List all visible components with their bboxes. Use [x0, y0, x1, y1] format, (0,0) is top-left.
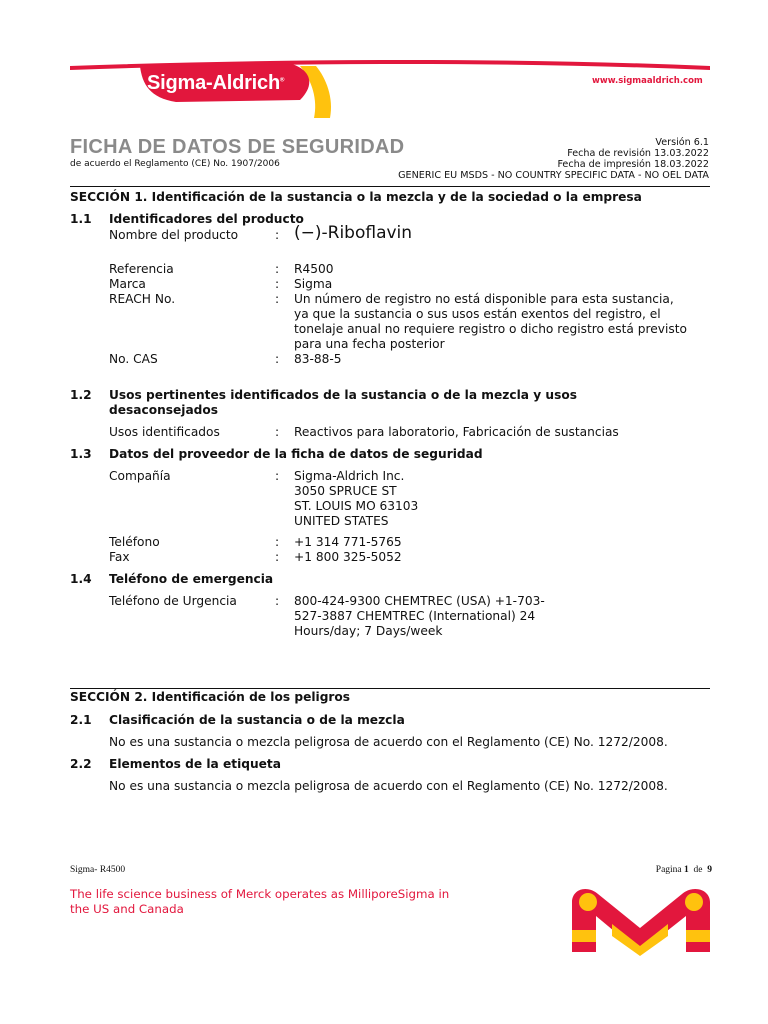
- text-line: ST. LOUIS MO 63103: [294, 499, 419, 513]
- merck-notice: [70, 887, 470, 917]
- text-line: UNITED STATES: [294, 514, 389, 528]
- field-label: Marca: [109, 277, 146, 291]
- field-value: +1 314 771-5765: [294, 535, 402, 549]
- colon: :: [275, 535, 280, 549]
- section-number: 1.2: [70, 388, 92, 402]
- page-subtitle: de acuerdo el Reglamento (CE) No. 1907/2006: [70, 159, 280, 169]
- emergency-phone: [294, 594, 545, 639]
- version-text: Versión 6.1: [655, 137, 709, 148]
- brand-logo-text: Sigma-Aldrich®: [147, 72, 285, 94]
- section-number: 2.2: [70, 757, 92, 771]
- colon: :: [275, 352, 280, 366]
- generic-note: GENERIC EU MSDS - NO COUNTRY SPECIFIC DATA - NO OEL DATA: [398, 170, 709, 181]
- logo-yellow-band: [572, 930, 596, 942]
- revision-date: Fecha de revisión 13.03.2022: [567, 148, 709, 159]
- field-value: R4500: [294, 262, 334, 276]
- section-1-heading: SECCIÓN 1. Identificación de la sustancia o la mezcla y de la sociedad o la empresa: [70, 190, 642, 204]
- subsection-title: Identificadores del producto: [109, 212, 304, 226]
- website-url[interactable]: www.sigmaaldrich.com: [592, 76, 703, 86]
- text-line: para una fecha posterior: [294, 337, 445, 351]
- page-total: 9: [707, 865, 712, 875]
- text-line: Usos pertinentes identificados de la sustancia o de la mezcla y usos: [109, 388, 577, 402]
- field-label: Compañía: [109, 469, 171, 483]
- text-line: 800-424-9300 CHEMTREC (USA) +1-703-: [294, 594, 545, 608]
- subsection-title: Teléfono de emergencia: [109, 572, 274, 586]
- colon: :: [275, 425, 280, 439]
- text-line: tonelaje anual no requiere registro o dicho registro está previsto: [294, 322, 687, 336]
- header-banner: [0, 0, 768, 125]
- text-line: Un número de registro no está disponible para esta sustancia,: [294, 292, 674, 306]
- page-word: Pagina: [655, 865, 682, 875]
- field-label: REACH No.: [109, 292, 176, 306]
- text-line: the US and Canada: [70, 902, 184, 916]
- subsection-title: Elementos de la etiqueta: [109, 757, 281, 771]
- product-name: (−)-Riboflavin: [294, 223, 413, 243]
- page-title: FICHA DE DATOS DE SEGURIDAD: [70, 136, 405, 158]
- colon: :: [275, 228, 280, 242]
- field-label: No. CAS: [109, 352, 158, 366]
- paragraph: No es una sustancia o mezcla peligrosa de acuerdo con el Reglamento (CE) No. 1272/2008.: [109, 779, 668, 793]
- of-word: de: [693, 865, 703, 875]
- text-line: The life science business of Merck operates as MilliporeSigma in: [70, 887, 450, 901]
- footer-product: Sigma- R4500: [70, 865, 126, 875]
- page-indicator: [656, 865, 712, 875]
- text-line: 3050 SPRUCE ST: [294, 484, 397, 498]
- text-line: desaconsejados: [109, 403, 219, 417]
- text-line: 527-3887 CHEMTREC (International) 24: [294, 609, 536, 623]
- field-value: Reactivos para laboratorio, Fabricación de sustancias: [294, 425, 619, 439]
- section-number: 2.1: [70, 713, 92, 727]
- section-number: 1.4: [70, 572, 92, 586]
- field-value: +1 800 325-5052: [294, 550, 402, 564]
- divider: [70, 186, 710, 187]
- text-line: Hours/day; 7 Days/week: [294, 624, 443, 638]
- merck-logo: [568, 884, 714, 956]
- colon: :: [275, 550, 280, 564]
- colon: :: [275, 292, 280, 306]
- colon: :: [275, 469, 280, 483]
- field-label: Teléfono: [109, 535, 160, 549]
- paragraph: No es una sustancia o mezcla peligrosa de acuerdo con el Reglamento (CE) No. 1272/2008.: [109, 735, 668, 749]
- logo-yellow-band: [686, 930, 710, 942]
- subsection-title: Clasificación de la sustancia o de la mezcla: [109, 713, 405, 727]
- field-value: 83-88-5: [294, 352, 342, 366]
- text-line: ya que la sustancia o sus usos están exentos del registro, el: [294, 307, 661, 321]
- logo-yellow-dot: [685, 893, 703, 911]
- divider: [70, 688, 710, 689]
- page-number: 1: [684, 865, 689, 875]
- print-date: Fecha de impresión 18.03.2022: [557, 159, 709, 170]
- colon: :: [275, 594, 280, 608]
- field-label: Fax: [109, 550, 130, 564]
- section-number: 1.1: [70, 212, 92, 226]
- text-line: Sigma-Aldrich Inc.: [294, 469, 405, 483]
- field-label: Referencia: [109, 262, 174, 276]
- logo-yellow-dot: [579, 893, 597, 911]
- colon: :: [275, 277, 280, 291]
- field-label: Nombre del producto: [109, 228, 239, 242]
- company-address: [294, 469, 418, 529]
- field-label: Usos identificados: [109, 425, 220, 439]
- section-2-heading: SECCIÓN 2. Identificación de los peligros: [70, 690, 351, 704]
- field-value: Sigma: [294, 277, 333, 291]
- section-number: 1.3: [70, 447, 92, 461]
- colon: :: [275, 262, 280, 276]
- field-label: Teléfono de Urgencia: [109, 594, 237, 608]
- subsection-title: [109, 388, 649, 418]
- subsection-title: Datos del proveedor de la ficha de datos de seguridad: [109, 447, 483, 461]
- reach-text: [294, 292, 687, 352]
